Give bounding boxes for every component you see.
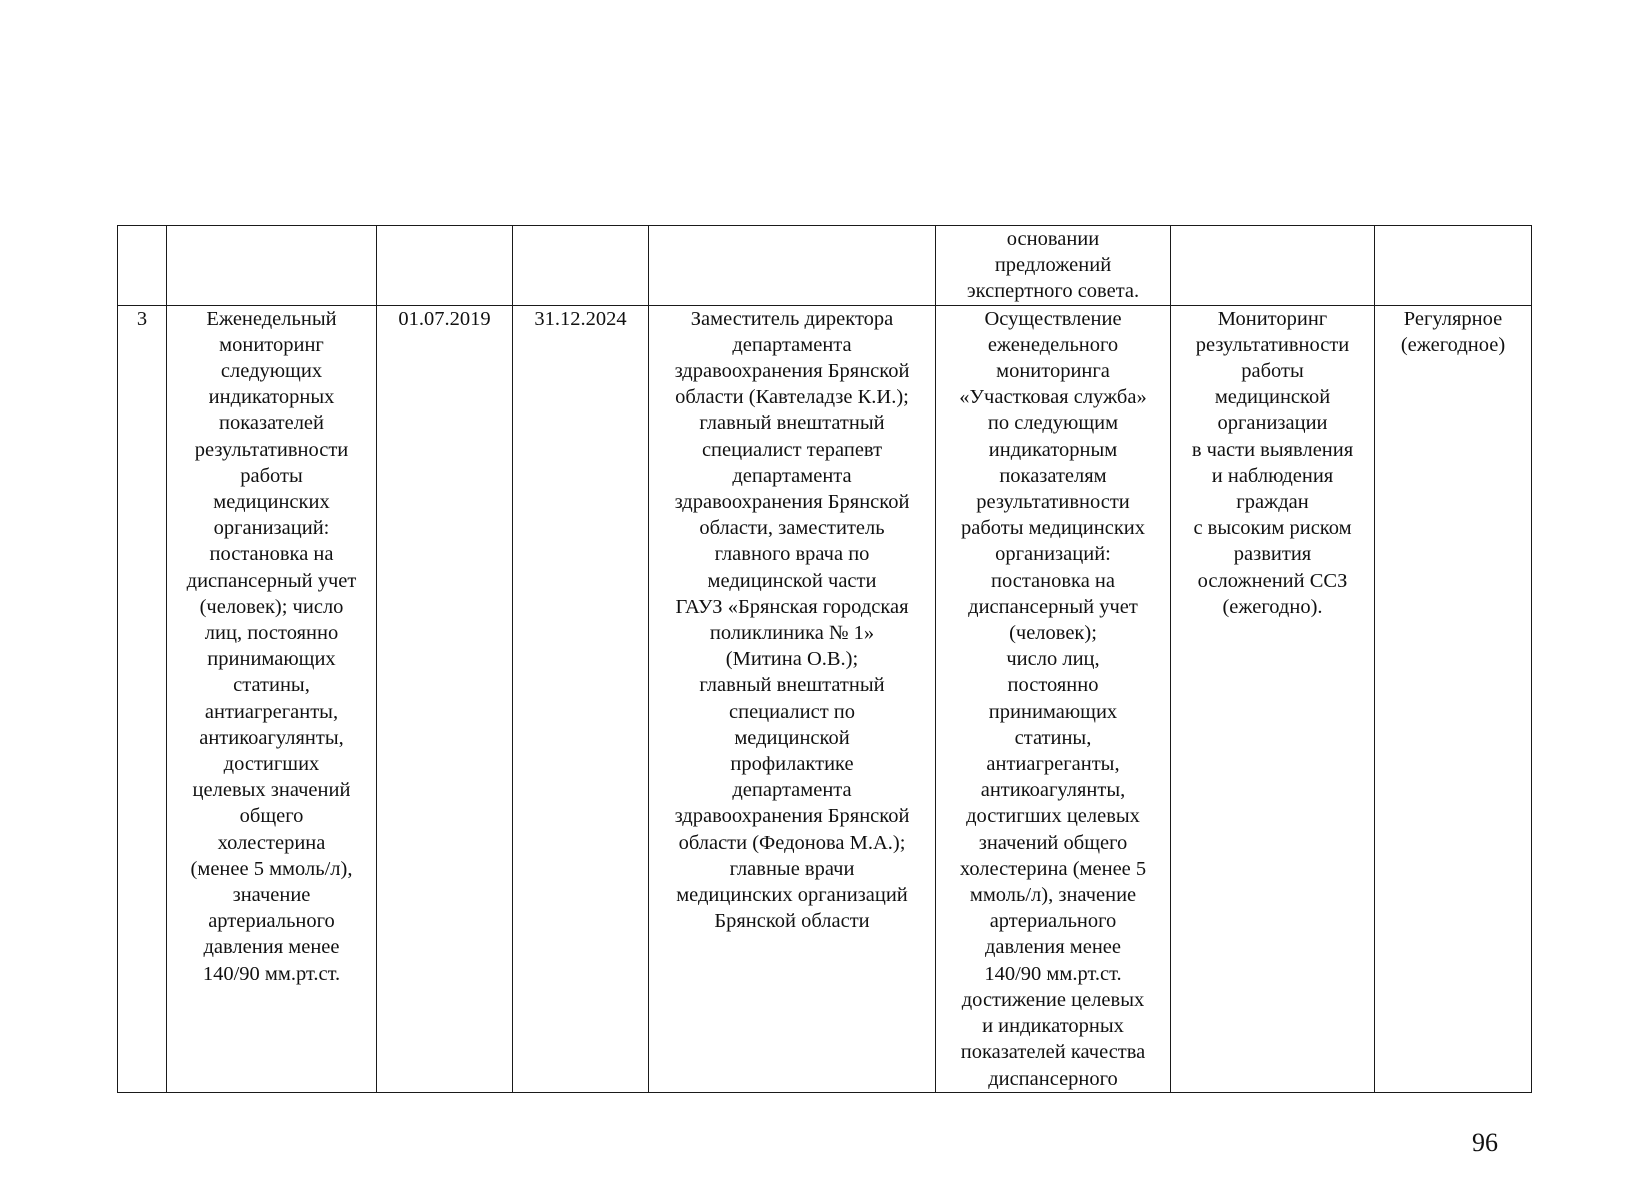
cell-responsible xyxy=(649,226,936,306)
cell-result: Мониторинг результативности работы медицинской организации в части выявления и наблюдения граждан с высоким риском развития осложнений ССЗ (ежегодно). xyxy=(1171,305,1375,1092)
action-plan-table xyxy=(117,225,1532,1093)
cell-num xyxy=(118,226,167,306)
cell-start-date xyxy=(377,226,513,306)
cell-control: Регулярное (ежегодное) xyxy=(1375,305,1532,1092)
cell-characteristic: основании предложений экспертного совета. xyxy=(936,226,1171,306)
page-number: 96 xyxy=(1472,1128,1498,1157)
cell-start-date: 01.07.2019 xyxy=(377,305,513,1092)
cell-result xyxy=(1171,226,1375,306)
table-row-continuation xyxy=(118,226,1532,306)
cell-end-date: 31.12.2024 xyxy=(513,305,649,1092)
table-row-3 xyxy=(118,305,1532,1092)
cell-characteristic: Осуществление еженедельного мониторинга «Участковая служба» по следующим индикаторным показателям результативности работы медицинских организаций: постановка на диспансерный учет (человек); число лиц, постоянно принимающих статины, антиагреганты, антикоагулянты, достигших целевых значений общего холестерина (менее 5 ммоль/л), значение артериального давления менее 140/90 мм.рт.ст. достижение целевых и индикаторных показателей качества диспансерного xyxy=(936,305,1171,1092)
cell-action: Еженедельный мониторинг следующих индикаторных показателей результативности работы медицинских организаций: постановка на диспансерный учет (человек); число лиц, постоянно принимающих статины, антиагреганты, антикоагулянты, достигших целевых значений общего холестерина (менее 5 ммоль/л), значение артериального давления менее 140/90 мм.рт.ст. xyxy=(167,305,377,1092)
cell-action xyxy=(167,226,377,306)
cell-control xyxy=(1375,226,1532,306)
cell-responsible: Заместитель директора департамента здравоохранения Брянской области (Кавтеладзе К.И.); главный внештатный специалист терапевт департамента здравоохранения Брянской области, заместитель главного врача по медицинской части ГАУЗ «Брянская городская поликлиника № 1» (Митина О.В.); главный внештатный специалист по медицинской профилактике департамента здравоохранения Брянской области (Федонова М.А.); главные врачи медицинских организаций Брянской области xyxy=(649,305,936,1092)
cell-end-date xyxy=(513,226,649,306)
cell-num: 3 xyxy=(118,305,167,1092)
